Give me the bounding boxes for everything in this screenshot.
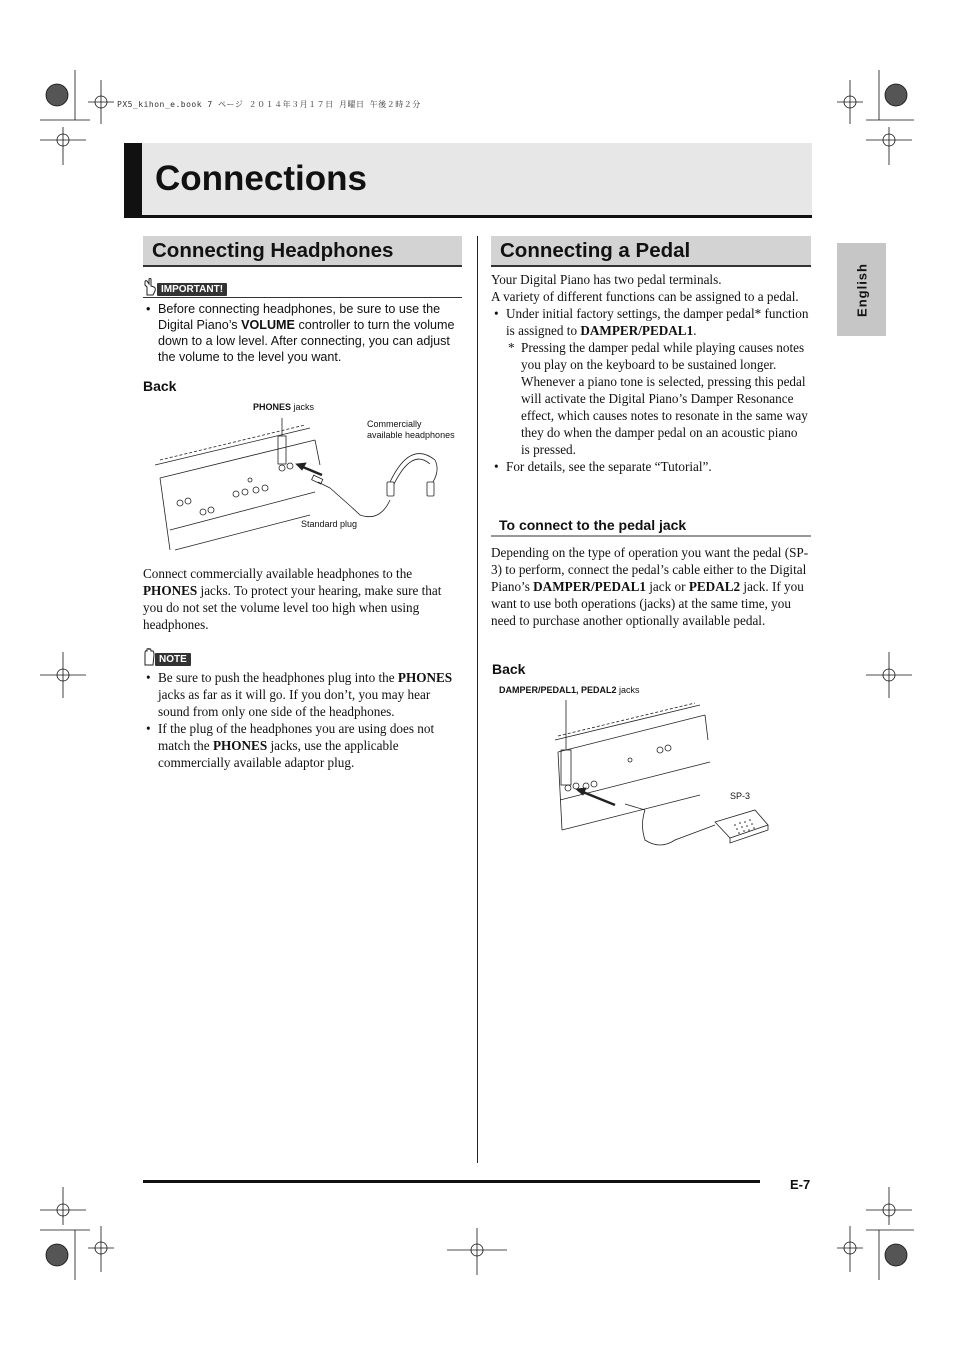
section-heading-headphones: Connecting Headphones <box>143 236 462 267</box>
pedal-jack-subheading: To connect to the pedal jack <box>491 517 811 537</box>
column-divider <box>477 236 478 1163</box>
note-item: • If the plug of the headphones you are using does not match the PHONES jacks, use the applicable commercially available adaptor plug. <box>143 720 462 771</box>
pedal-jack-paragraph: Depending on the type of operation you want the pedal (SP-3) to perform, connect the pedal’s cable either to the Digital Piano’s DAMPER/PEDAL1 jack or PEDAL2 jack. If you want to use both operations (jacks) at the same time, you need to purchase another optionally available pedal. <box>491 545 809 628</box>
footer-rule <box>143 1180 760 1183</box>
hand-pointer-icon <box>143 278 157 296</box>
language-side-tab <box>837 243 886 336</box>
standard-plug-label: Standard plug <box>301 519 358 529</box>
important-badge: IMPORTANT! <box>157 283 227 296</box>
pedal-intro <box>491 271 809 475</box>
back-label-left: Back <box>143 378 177 394</box>
pedal-jacks-label: DAMPER/PEDAL1, PEDAL2 jacks <box>499 685 640 695</box>
pedal-bullet-2: • For details, see the separate “Tutorial”. <box>491 458 809 475</box>
back-label-right: Back <box>492 661 526 677</box>
pedal-intro-line1: Your Digital Piano has two pedal terminals. <box>491 272 722 287</box>
pedal-bullet-1: • Under initial factory settings, the damper pedal* function is assigned to DAMPER/PEDAL1. * Pressing the damper pedal while playing causes notes you play on the keyboard to be sustained longer. Whenever a piano tone is selected, pressing this pedal will activate the Digital Piano’s Damper Resonance effect, which causes notes to resonate in the same way they do when the damper pedal on an acoustic piano is pressed. <box>491 305 809 458</box>
note-hand-icon <box>143 648 155 666</box>
important-item: • Before connecting headphones, be sure to use the Digital Piano’s VOLUME controller to turn the volume down to a low level. After connecting, you can adjust the volume to the level you want. <box>143 301 462 365</box>
important-list <box>143 301 462 365</box>
side-tab-label: English <box>854 262 869 317</box>
note-item: • Be sure to push the headphones plug into the PHONES jacks as far as it will go. If you don’t, you may hear sound from only one side of the headphones. <box>143 669 462 720</box>
pedal-connection-figure <box>550 700 780 850</box>
phones-jacks-label: PHONES jacks <box>253 402 315 412</box>
pedal-bullets <box>491 305 809 475</box>
page-number: E-7 <box>790 1177 811 1192</box>
sp3-label: SP-3 <box>730 791 751 801</box>
headphones-connection-figure <box>150 410 460 555</box>
title-accent-bar <box>124 143 142 218</box>
print-header: PX5_kihon_e.book 7 ページ ２０１４年３月１７日 月曜日 午後２時２分 <box>117 100 421 109</box>
pedal-intro-line2: A variety of different functions can be assigned to a pedal. <box>491 289 799 304</box>
page-title: Connections <box>155 159 367 198</box>
note-callout <box>143 648 462 771</box>
headphones-label: Commercially available headphones <box>367 419 455 440</box>
headphones-paragraph: Connect commercially available headphones to the PHONES jacks. To protect your hearing, make sure that you do not set the volume level too high when using headphones. <box>143 566 442 632</box>
note-badge: NOTE <box>155 653 191 666</box>
note-list <box>143 669 462 771</box>
section-heading-pedal: Connecting a Pedal <box>491 236 811 267</box>
important-callout <box>143 278 462 365</box>
footnote: * Pressing the damper pedal while playing causes notes you play on the keyboard to be sustained longer. Whenever a piano tone is selected, pressing this pedal will activate the Digital Piano’s Damper Resonance effect, which causes notes to resonate in the same way they do when the damper pedal on an acoustic piano is pressed. <box>508 340 808 457</box>
